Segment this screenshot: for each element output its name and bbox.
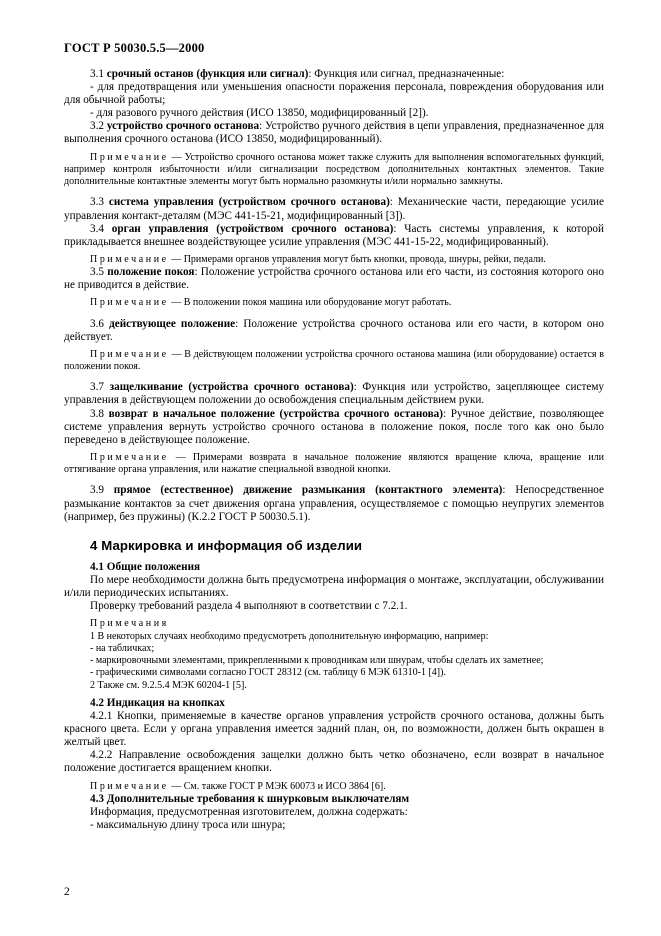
note-text: — Устройство срочного останова может также служить для выполнения вспомогательных функций, например контроля избыточности и/или сигнализации посредством дополнительных контактных элементов. Такие дополнительные контактные элементы могут быть нормально разомкнуты и/или нормально замкнуты.: [64, 151, 604, 188]
note-1-item: - графическими символами согласно ГОСТ 28312 (см. таблицу 6 МЭК 61310-1 [4]).: [90, 667, 446, 679]
section-4-heading: 4 Маркировка и информация об изделии: [90, 537, 363, 553]
note-label: Примечание: [90, 451, 169, 463]
clause-3-7: [64, 381, 604, 407]
term: положение покоя: [107, 266, 195, 279]
definition: : Механические части, передающие усилие управления контакт-деталям (МЭС 441-15-21, модифицированный [3]).: [64, 196, 604, 222]
term: защелкивание (устройства срочного останова): [109, 381, 354, 394]
list-item: - максимальную длину троса или шнура;: [90, 819, 286, 832]
document-body: [64, 68, 604, 832]
clause-number: 3.8: [90, 407, 104, 420]
note-text: — Примерами возврата в начальное положение являются вращение ключа, вращение или оттягивание органа управления, или нажатие специальной взводной кнопки.: [64, 451, 604, 476]
note-text: — Примерами органов управления могут быть кнопки, провода, шнуры, рейки, педали.: [168, 253, 546, 265]
note: [64, 152, 604, 189]
notes-label: Примечания: [90, 618, 169, 630]
clause-4-2-1: 4.2.1 Кнопки, применяемые в качестве органов управления устройств срочного останова, должны быть красного цвета. Если у органа управления имеется задний план, он, по возможности, должен быть окрашен в желтый цвет.: [64, 710, 604, 749]
note-2: 2 Также см. 9.2.5.4 МЭК 60204-1 [5].: [90, 679, 247, 691]
note: [64, 297, 604, 309]
definition: : Ручное действие, позволяющее системе управления вернуть устройство срочного останова в положение покоя, после того как оно было переведено в действующее положение.: [64, 407, 604, 446]
note-1-item: - маркировочными элементами, прикрепленными к проводникам или шнурам, чтобы сделать их заметнее;: [90, 655, 544, 667]
note: [64, 452, 604, 477]
note-label: Примечание: [90, 253, 169, 265]
definition: : Положение устройства срочного останова или его части, из состояния которого оно не приводится в действие.: [64, 266, 605, 292]
note: [64, 254, 604, 266]
note-label: Примечание: [90, 780, 169, 792]
list-item: - для предотвращения или уменьшения опасности поражения персонала, повреждения оборудования или для обычной работы;: [64, 81, 604, 107]
clause-3-9: [64, 484, 604, 523]
clause-number: 3.3: [90, 196, 104, 209]
note: [64, 349, 604, 374]
term: срочный останов (функция или сигнал): [106, 68, 309, 80]
term: система управления (устройством срочного останова): [108, 196, 390, 209]
note-text: — В действующем положении устройства срочного останова машина (или оборудование) остается в положении покоя.: [64, 348, 604, 373]
definition: : Непосредственное размыкание контактов за счет движения органа управления, осуществляемое с помощью неупругих элементов (например, без пружины) (К.2.2 ГОСТ Р 50030.5.1).: [64, 484, 605, 523]
definition: : Часть системы управления, к которой прикладывается внешнее воздействующее усилие управления (МЭС 441-15-22, модифицированный).: [64, 222, 605, 248]
clause-number: 3.7: [90, 381, 104, 394]
paragraph: Информация, предусмотренная изготовителем, должна содержать:: [90, 805, 408, 818]
clause-3-8: [64, 408, 604, 447]
clause-number: 3.2: [90, 120, 104, 133]
clause-3-2: [64, 120, 604, 146]
clause-number: 3.5: [90, 266, 104, 279]
clause-number: 3.6: [90, 317, 104, 330]
note-label: Примечание: [90, 151, 169, 163]
clause-3-4: [64, 223, 604, 249]
note-label: Примечание: [90, 297, 169, 309]
term: прямое (естественное) движение размыкания (контактного элемента): [113, 484, 503, 497]
subsection-4-2-heading: 4.2 Индикация на кнопках: [90, 696, 225, 709]
clause-number: 3.1: [90, 68, 104, 80]
note-1: 1 В некоторых случаях необходимо предусмотреть дополнительную информацию, например:: [90, 630, 489, 642]
term: действующее положение: [109, 317, 236, 330]
subsection-4-1-heading: 4.1 Общие положения: [90, 560, 201, 573]
note-text: — В положении покоя машина или оборудование могут работать.: [168, 297, 452, 309]
clause-number: 3.9: [90, 484, 104, 497]
clause-3-6: [64, 318, 604, 344]
definition: : Положение устройства срочного останова или его части, в котором оно действует.: [64, 317, 604, 343]
clause-3-5: [64, 266, 604, 292]
term: возврат в начальное положение (устройства срочного останова): [108, 407, 443, 420]
paragraph: Проверку требований раздела 4 выполняют в соответствии с 7.2.1.: [90, 600, 408, 613]
clause-4-2-2: 4.2.2 Направление освобождения защелки должно быть четко обозначено, если возврат в начальное положение достигается вращением кнопки.: [64, 749, 604, 775]
term: орган управления (устройством срочного останова): [111, 222, 394, 235]
clause-3-3: [64, 196, 604, 222]
definition: : Устройство ручного действия в цепи управления, предназначенное для выполнения срочного останова (ИСО 13850, модифицированный).: [64, 120, 605, 146]
note-1-item: - на табличках;: [90, 642, 155, 654]
definition: : Функция или сигнал, предназначенные:: [308, 68, 505, 80]
note-label: Примечание: [90, 348, 169, 360]
note-text: — См. также ГОСТ Р МЭК 60073 и ИСО 3864 [6].: [168, 780, 386, 792]
list-item: - для разового ручного действия (ИСО 13850, модифицированный [2]).: [90, 107, 429, 120]
document-header: ГОСТ Р 50030.5.5—2000: [64, 41, 205, 55]
note: [64, 781, 604, 793]
subsection-4-3-heading: 4.3 Дополнительные требования к шнурковым выключателям: [90, 792, 410, 805]
page-number: 2: [64, 886, 70, 898]
clause-3-1: [64, 68, 604, 81]
clause-number: 3.4: [90, 222, 104, 235]
paragraph: По мере необходимости должна быть предусмотрена информация о монтаже, эксплуатации, обслуживании и/или периодических испытаниях.: [64, 573, 604, 600]
term: устройство срочного останова: [106, 120, 260, 133]
definition: : Функция или устройство, зацепляющее систему управления в действующем положении до освобождения специальным действием руки.: [64, 381, 605, 407]
